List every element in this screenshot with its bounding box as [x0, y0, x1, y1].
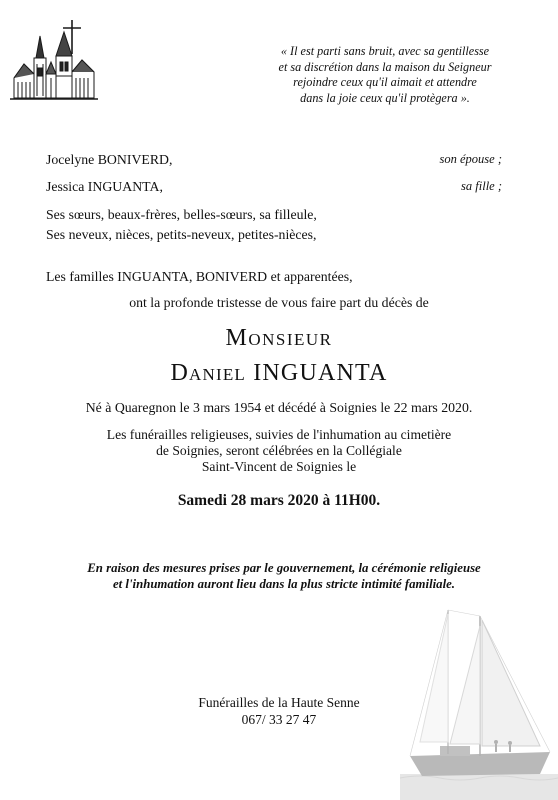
- quote-line: « Il est parti sans bruit, avec sa gentillesse: [280, 44, 490, 58]
- funeral-home-name: Funérailles de la Haute Senne: [198, 695, 360, 710]
- quote-line: et sa discrétion dans la maison du Seigneur: [278, 59, 492, 74]
- funeral-home-phone: 067/ 33 27 47: [241, 712, 317, 727]
- deceased-title: Monsieur: [225, 325, 333, 351]
- notice-line: et l'inhumation auront lieu dans la plus stricte intimité familiale.: [112, 577, 456, 591]
- notice-line: En raison des mesures prises par le gouvernement, la cérémonie religieuse: [87, 561, 481, 575]
- funeral-line: Les funérailles religieuses, suivies de l'inhumation au cimetière: [106, 427, 452, 442]
- family-member-name: Jessica INGUANTA,: [46, 179, 163, 194]
- funeral-date: Samedi 28 mars 2020 à 11H00.: [177, 492, 381, 509]
- relatives-line: Ses sœurs, beaux-frères, belles-sœurs, sa filleule,: [46, 207, 317, 222]
- quote-block: [240, 44, 530, 106]
- families-line: Les familles INGUANTA, BONIVERD et apparentées,: [46, 269, 353, 284]
- restriction-notice: [40, 560, 528, 592]
- announcement-text: ont la profonde tristesse de vous faire part du décès de: [129, 295, 429, 310]
- quote-line: rejoindre ceux qu'il aimait et attendre: [293, 75, 477, 89]
- family-member-role: sa fille ;: [461, 179, 502, 193]
- funeral-line: de Soignies, seront célébrées en la Collégiale: [156, 443, 402, 458]
- church-illustration: [10, 18, 98, 104]
- footer: [0, 694, 558, 728]
- family-member-role: son épouse ;: [439, 152, 502, 166]
- family-member-name: Jocelyne BONIVERD,: [46, 152, 173, 167]
- deceased-name: [0, 360, 558, 387]
- family-row: [46, 152, 502, 170]
- family-row: [46, 179, 502, 197]
- quote-line: dans la joie ceux qu'il protègera ».: [300, 90, 470, 105]
- funeral-line: Saint-Vincent de Soignies le: [201, 459, 357, 474]
- birth-death-text: Né à Quaregnon le 3 mars 1954 et décédé à Soignies le 22 mars 2020.: [85, 400, 473, 415]
- relatives-line: Ses neveux, nièces, petits-neveux, petites-nièces,: [46, 227, 317, 242]
- deceased-last-name: INGUANTA: [253, 360, 388, 386]
- deceased-first-name: Daniel: [170, 360, 246, 386]
